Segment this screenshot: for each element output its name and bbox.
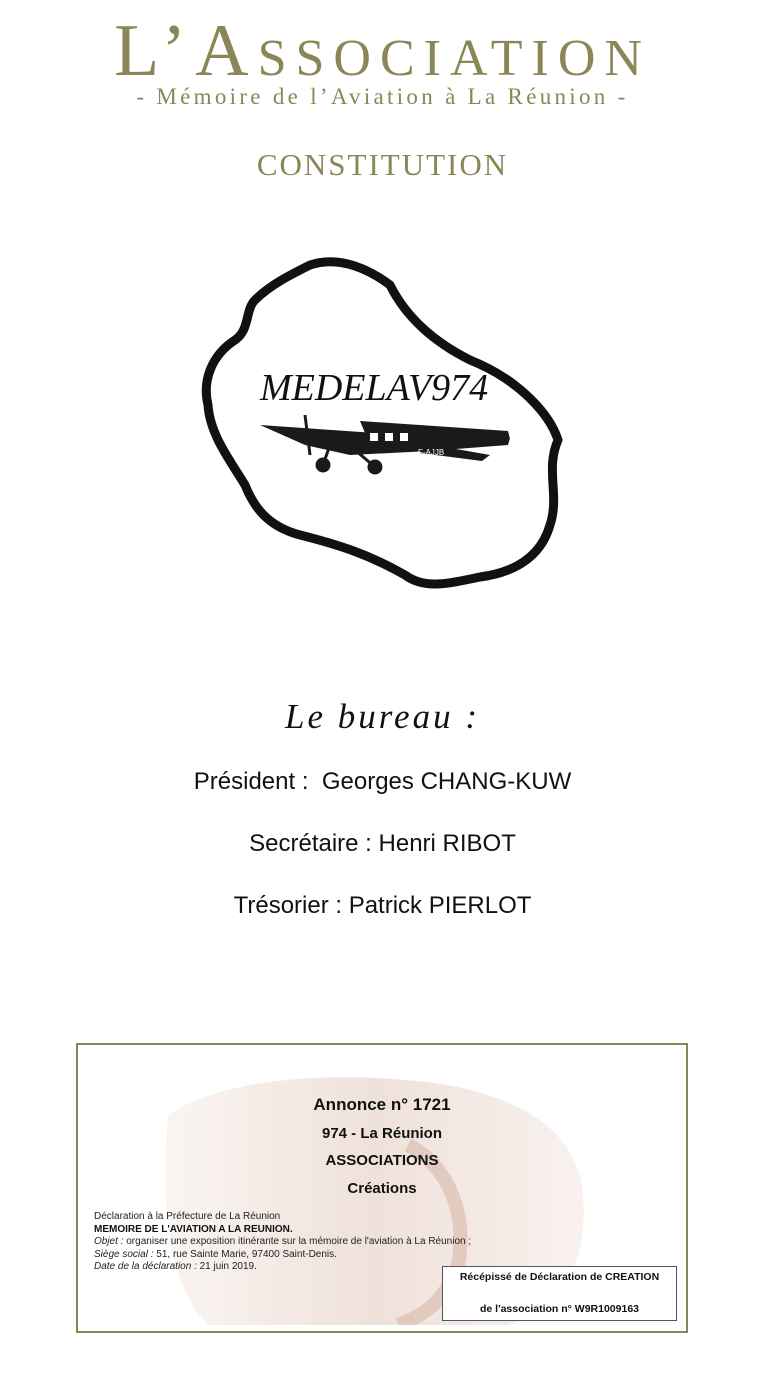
objet-line [94, 1236, 564, 1249]
title-rest: SSOCIATION [257, 30, 651, 87]
objet-value: organiser une exposition itinérante sur la mémoire de l'aviation à La Réunion ; [123, 1236, 472, 1247]
date-value: 21 juin 2019. [196, 1261, 257, 1272]
notice-category: ASSOCIATIONS [325, 1152, 439, 1169]
logo-text: MEDELAV974 [260, 367, 489, 409]
bureau-title: Le bureau : [284, 697, 480, 736]
association-name: MEMOIRE DE L'AVIATION A LA REUNION. [94, 1223, 293, 1235]
plane-registration: F-AJJB [418, 448, 445, 457]
member-secretary: Secrétaire : Henri RIBOT [249, 830, 516, 857]
journal-officiel-notice [76, 1043, 688, 1333]
medelav-logo [190, 255, 580, 595]
member-president: Président : Georges CHANG-KUW [193, 768, 572, 795]
siege-value: 51, rue Sainte Marie, 97400 Saint-Denis. [153, 1248, 337, 1260]
siege-line [94, 1249, 564, 1262]
receipt-box [442, 1266, 677, 1321]
notice-body [94, 1211, 564, 1274]
association-subtitle: - Mémoire de l’Aviation à La Réunion - [136, 84, 629, 109]
title-initial: L’A [114, 10, 258, 92]
receipt-line-2: de l'association n° W9R1009163 [479, 1303, 639, 1315]
notice-region: 974 - La Réunion [321, 1125, 443, 1142]
declaration-line: Déclaration à la Préfecture de La Réunion [94, 1211, 281, 1222]
date-label: Date de la déclaration : [94, 1261, 197, 1272]
notice-heading: Annonce n° 1721 [313, 1095, 451, 1114]
section-title: CONSTITUTION [256, 147, 509, 182]
siege-label: Siège social : [94, 1248, 154, 1260]
receipt-line-1: Récépissé de Déclaration de CREATION [459, 1271, 660, 1283]
member-treasurer: Trésorier : Patrick PIERLOT [233, 892, 532, 919]
objet-label: Objet : [94, 1236, 124, 1247]
vintage-monoplane-icon [260, 415, 510, 474]
notice-subcategory: Créations [347, 1180, 417, 1197]
